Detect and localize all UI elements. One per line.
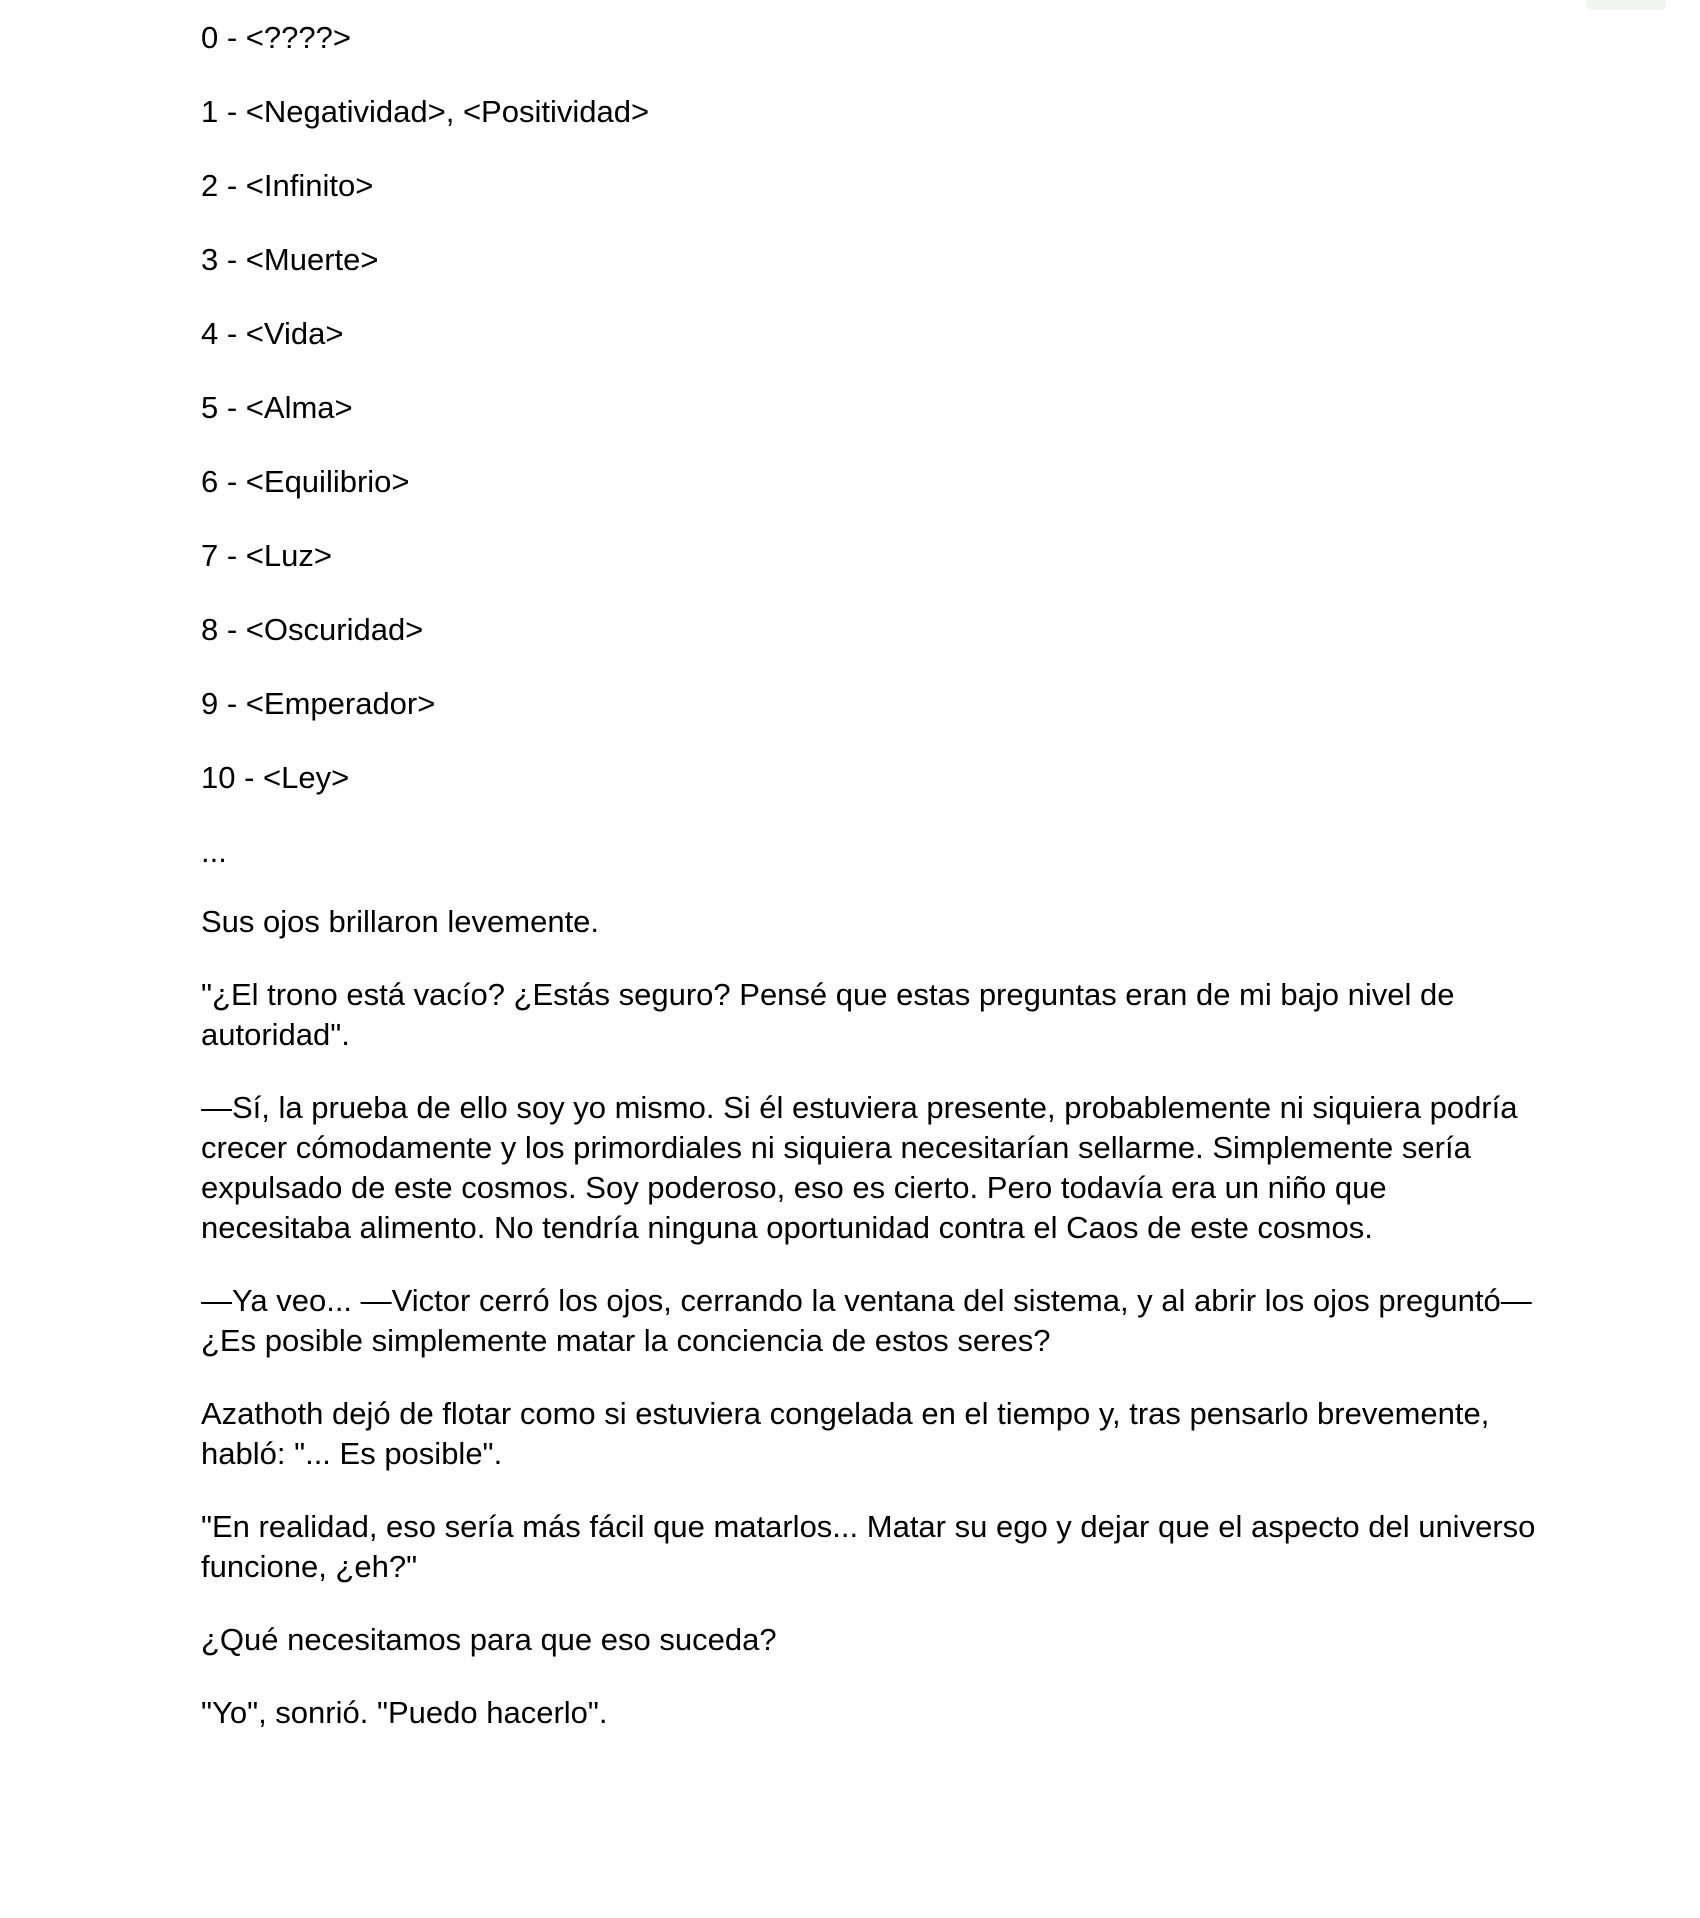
list-item: 2 - <Infinito> bbox=[201, 168, 374, 203]
section-ellipsis: ... bbox=[201, 834, 227, 869]
paragraph: "En realidad, eso sería más fácil que matarlos... Matar su ego y dejar que el aspecto del universo funcione, ¿eh?" bbox=[201, 1509, 1536, 1584]
list-item: 5 - <Alma> bbox=[201, 390, 353, 425]
paragraph: "¿El trono está vacío? ¿Estás seguro? Pensé que estas preguntas eran de mi bajo nivel de autoridad". bbox=[201, 977, 1455, 1052]
list-item: 7 - <Luz> bbox=[201, 538, 332, 573]
list-item: 4 - <Vida> bbox=[201, 316, 344, 351]
list-item: 3 - <Muerte> bbox=[201, 242, 379, 277]
list-item: 1 - <Negatividad>, <Positividad> bbox=[201, 94, 650, 129]
list-item: 9 - <Emperador> bbox=[201, 686, 436, 721]
paragraph: Sus ojos brillaron levemente. bbox=[201, 904, 600, 939]
paragraph: —Sí, la prueba de ello soy yo mismo. Si él estuviera presente, probablemente ni siquiera podría crecer cómodamente y los primordiales ni siquiera necesitarían sellarme. Simplemente sería expulsado de este cosmos. Soy poderoso, eso es cierto. Pero todavía era un niño que necesitaba alimento. No tendría ninguna oportunidad contra el Caos de este cosmos. bbox=[201, 1090, 1518, 1245]
paragraph: —Ya veo... —Victor cerró los ojos, cerrando la ventana del sistema, y al abrir los ojos preguntó— ¿Es posible simplemente matar la conciencia de estos seres? bbox=[201, 1283, 1532, 1358]
list-item: 6 - <Equilibrio> bbox=[201, 464, 410, 499]
aspect-list bbox=[201, 18, 1541, 798]
paragraph: "Yo", sonrió. "Puedo hacerlo". bbox=[201, 1695, 608, 1730]
list-item: 0 - <????> bbox=[201, 20, 351, 55]
list-item: 8 - <Oscuridad> bbox=[201, 612, 424, 647]
list-item: 10 - <Ley> bbox=[201, 760, 350, 795]
corner-mark bbox=[1586, 0, 1666, 10]
paragraph: Azathoth dejó de flotar como si estuviera congelada en el tiempo y, tras pensarlo brevemente, habló: "... Es posible". bbox=[201, 1396, 1490, 1471]
paragraph: ¿Qué necesitamos para que eso suceda? bbox=[201, 1622, 777, 1657]
document-page bbox=[201, 18, 1541, 1766]
